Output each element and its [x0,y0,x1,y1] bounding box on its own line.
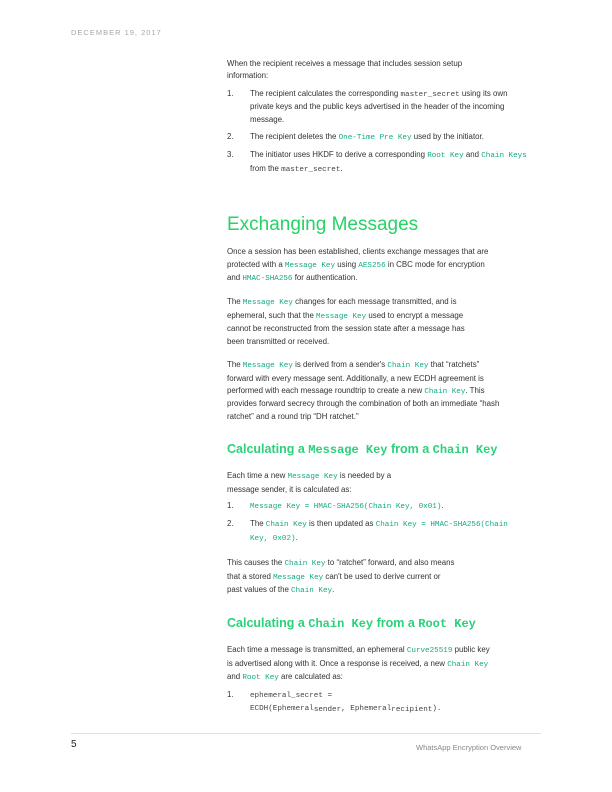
text-run: Each time a message is transmitted, an ephemeral [227,645,407,655]
code-term: Message Key [242,299,293,308]
text-run: using [335,259,359,269]
step-number: 3. [227,150,234,160]
step-text: used by the initiator. [411,132,484,142]
intro-paragraph: When the recipient receives a message that includes session setup information: [227,59,463,81]
subscript-label: sender [313,706,342,714]
section-title-message-key [227,441,527,458]
code-term: Message Key [287,473,338,482]
code-term: Chain Keys [481,152,527,161]
code-term: Message Key = HMAC-SHA256(Chain Key, 0x01) [250,502,442,511]
code-term: Message Key [316,312,367,321]
text-run: . This provides forward secrecy through the combination of both an immediate “hash ratchet” and a round trip “DH ratchet.” [227,385,500,421]
code-term: master_secret [281,165,341,174]
code-term: , Ephemeral [341,705,392,713]
text-run: The [227,360,243,370]
body-paragraph [227,644,492,684]
code-term: ). [432,705,442,713]
section-title-chain-key [227,615,527,632]
code-term: Chain Key [432,443,498,458]
page-content [227,58,527,716]
code-term: Chain Key = HMAC-SHA256(Chain Key, 0x02) [250,521,508,543]
step-text: The recipient calculates the corresponding [250,88,401,98]
text-run: and [227,672,243,682]
text-run: Once a session has been established, clients exchange messages that are protected with a [227,247,489,269]
text-run: is needed by a message sender, it is calculated as: [227,471,392,494]
code-term: Chain Key [265,521,307,530]
code-term: Message Key [273,573,324,582]
code-term: Root Key [418,617,476,632]
code-term: ephemeral_secret = [250,691,333,700]
step-number: 2. [227,132,234,142]
code-term: Chain Key [284,560,326,569]
step-text: from the [250,163,282,173]
code-term: Root Key [427,152,464,161]
code-term: Chain Key [447,660,489,669]
list-item [227,149,527,176]
text-run: used to encrypt a message cannot be reconstructed from the session state after a message has been transmitted or received. [227,310,465,346]
list-item [227,131,527,144]
code-term: Message Key [308,443,388,458]
list-item [227,689,527,717]
text-run: can't be used to derive current or past values of the [227,571,441,594]
body-paragraph [227,557,457,597]
text-run: is derived from a sender's [292,360,388,370]
text-run: in CBC mode for encryption and [227,259,485,283]
code-term: One-Time Pre Key [338,134,412,143]
step-number: 1. [227,689,234,699]
code-term: ECDH(Ephemeral [250,705,314,713]
code-term: Chain Key [424,387,466,396]
step-text: . [295,532,298,542]
step-text: . [340,163,343,173]
list-item [227,518,527,545]
step-text: The [250,519,266,529]
step-text: . [441,500,444,510]
header-date: DECEMBER 19, 2017 [71,28,162,37]
code-term: master_secret [400,90,460,99]
code-term: Chain Key [291,586,333,595]
code-term: AES256 [358,261,386,270]
step-text: is then updated as [306,519,376,529]
step-number: 1. [227,500,234,510]
code-term: Chain Key [308,617,374,632]
text-run: Each time a new [227,471,288,481]
text-run: to “ratchet” forward, and also means that a stored [227,558,455,581]
text-run: for authentication. [292,273,358,283]
code-term: Message Key [242,362,293,371]
step-number: 1. [227,88,234,98]
step-text: The recipient deletes the [250,132,339,142]
body-paragraph [227,359,507,423]
code-term: HMAC-SHA256 [242,275,293,284]
text-run: that “ratchets” forward with every message sent. Additionally, a new ECDH agreement is performed with each message roundtrip to create a new [227,360,484,395]
step-text: and [463,150,482,160]
title-run: from a [373,616,419,631]
footer-document-title: WhatsApp Encryption Overview [416,743,522,752]
body-paragraph [227,246,489,285]
text-run: public key is advertised along with it. Once a response is received, a new [227,645,490,668]
code-term: Chain Key [387,362,429,371]
chain-key-steps [227,689,527,717]
code-term: Message Key [284,261,336,270]
title-run: from a [387,442,433,457]
body-paragraph [227,296,477,348]
text-run: The [227,297,243,307]
text-run: This causes the [227,558,285,568]
page-number: 5 [71,739,77,750]
title-run: Calculating a [227,616,309,631]
step-text: using its own private keys and the public keys advertised in the header of the incoming message. [250,88,508,124]
body-paragraph [227,470,417,496]
list-item [227,88,527,126]
intro-steps [227,88,527,176]
title-run: Calculating a [227,442,309,457]
section-title-exchanging-messages: Exchanging Messages [227,214,419,236]
subscript-label: recipient [391,706,433,714]
step-text: The initiator uses HKDF to derive a corresponding [250,150,428,160]
code-term: Root Key [242,674,279,683]
step-number: 2. [227,519,234,529]
text-run: . [332,584,335,594]
text-run: changes for each message transmitted, and is ephemeral, such that the [227,297,457,320]
code-term: Curve25519 [406,647,453,656]
message-key-steps [227,500,527,545]
text-run: are calculated as: [278,672,343,682]
list-item [227,500,527,513]
footer-divider [71,733,541,734]
